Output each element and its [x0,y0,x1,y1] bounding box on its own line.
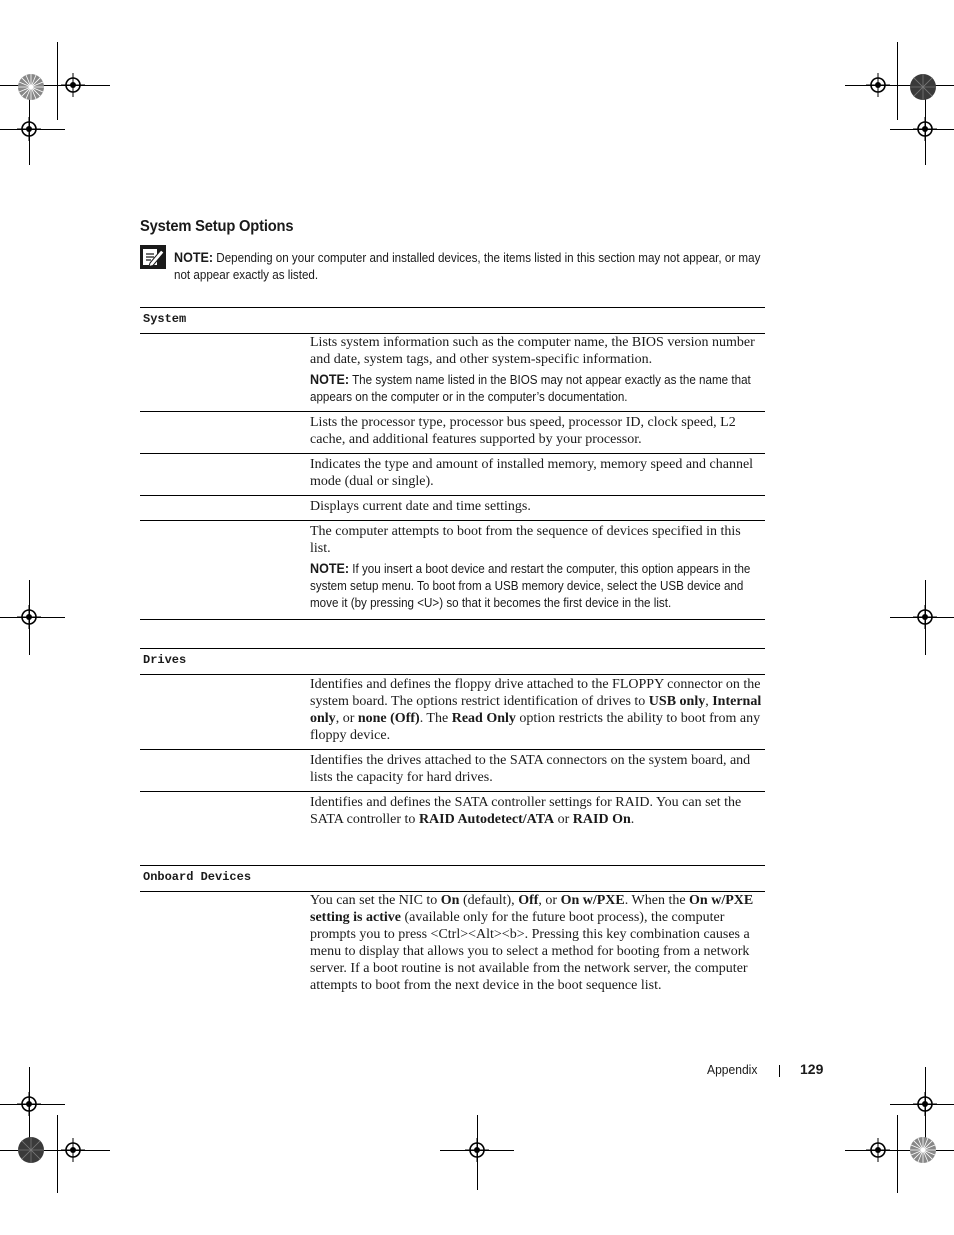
text-run: , [705,694,713,709]
table-row [310,334,764,406]
table-row [310,676,764,744]
row-divider [140,520,765,521]
page-title: System Setup Options [140,218,294,235]
footer-section: Appendix [707,1062,758,1077]
crosshair-icon [866,73,890,97]
row-divider [140,791,765,792]
option-usb-only: USB only [648,694,706,709]
option-on-pxe-active: On w/PXE setting is active [310,893,754,925]
table-header-label: Onboard Devices [143,870,252,884]
row-description [310,676,764,744]
text-run: . The [419,711,452,726]
crosshair-icon [17,1092,41,1116]
registration-target-icon [909,73,937,101]
row-description [310,794,764,828]
table-row [310,794,764,828]
note-label: NOTE: [174,250,214,265]
option-raid-on: RAID On [572,812,631,827]
text-run: Identifies and defines the floppy drive attached to the FLOPPY connector on the system board. The options restrict identification of drives to [310,677,761,709]
option-off: Off [518,893,539,908]
footer-divider [779,1065,780,1077]
row-description [310,892,764,994]
crosshair-icon [866,1138,890,1162]
table-header-onboard-devices [140,865,765,892]
registration-target-icon [17,73,45,101]
text-run: . When the [624,893,690,908]
text-run: , or [335,711,358,726]
crosshair-icon [465,1138,489,1162]
text-run: . [630,812,635,827]
registration-target-icon [17,1136,45,1164]
text-run: option restricts the ability to boot from any floppy device. [310,711,761,743]
row-description: Lists the processor type, processor bus speed, processor ID, clock speed, L2 cache, and additional features supported by your processor. [310,415,736,447]
text-run: , or [538,893,561,908]
text-run: Identifies and defines the SATA controller settings for RAID. You can set the SATA controller to [310,795,742,827]
table-header-label: System [143,312,187,326]
note-label: NOTE: [310,372,350,387]
text-run: or [554,812,573,827]
option-raid-autodetect: RAID Autodetect/ATA [418,812,555,827]
registration-target-icon [909,1136,937,1164]
table-header-drives [140,648,765,675]
table-row [310,414,764,448]
row-description: Indicates the type and amount of installed memory, memory speed and channel mode (dual or single). [310,457,754,489]
row-divider [140,619,765,620]
crosshair-icon [913,605,937,629]
row-note [310,560,766,612]
row-divider [140,749,765,750]
note-label: NOTE: [310,561,350,576]
crosshair-icon [17,117,41,141]
crosshair-icon [913,1092,937,1116]
note-pencil-icon [140,245,166,269]
crosshair-icon [61,1138,85,1162]
option-read-only: Read Only [451,711,516,726]
row-description: The computer attempts to boot from the sequence of devices specified in this list. [310,524,741,556]
row-note [310,371,766,406]
crosshair-icon [913,117,937,141]
text-run: (available only for the future boot process), the computer prompts you to press <Ctrl><Alt><b>. Pressing this key combination causes a menu to display that allows you to select a method for booting from a network server. If a boot routine is not available from the network server, the computer attempts to boot from the next device in the boot sequence list. [310,910,750,993]
row-divider [140,495,765,496]
option-on-pxe: On w/PXE [560,893,625,908]
table-row [310,752,764,786]
crosshair-icon [61,73,85,97]
text-run: You can set the NIC to [310,893,441,908]
row-description: Displays current date and time settings. [310,499,531,514]
table-header-system [140,307,765,334]
note-text: If you insert a boot device and restart the computer, this option appears in the system setup menu. To boot from a USB memory device, select the USB device and move it (by pressing <U>) so that it becomes the first device in the list. [310,562,751,610]
text-run: (default), [459,893,519,908]
option-internal-only: Internal only [310,694,762,726]
option-on: On [440,893,460,908]
row-divider [140,453,765,454]
table-row [310,498,764,515]
crosshair-icon [17,605,41,629]
note-text: The system name listed in the BIOS may not appear exactly as the name that appears on the computer or in the computer’s documentation. [310,373,751,404]
table-header-label: Drives [143,653,187,667]
row-divider [140,411,765,412]
note-text: Depending on your computer and installed devices, the items listed in this section may not appear, or may not appear exactly as listed. [174,251,761,282]
option-none-off: none (Off) [357,711,420,726]
note-block [174,249,779,284]
page-number: 129 [800,1061,824,1077]
table-row [310,892,764,994]
table-row [310,456,764,490]
table-row [310,523,764,612]
row-description: Identifies the drives attached to the SATA connectors on the system board, and lists the capacity for hard drives. [310,753,751,785]
row-description: Lists system information such as the computer name, the BIOS version number and date, system tags, and other system-specific information. [310,335,755,367]
